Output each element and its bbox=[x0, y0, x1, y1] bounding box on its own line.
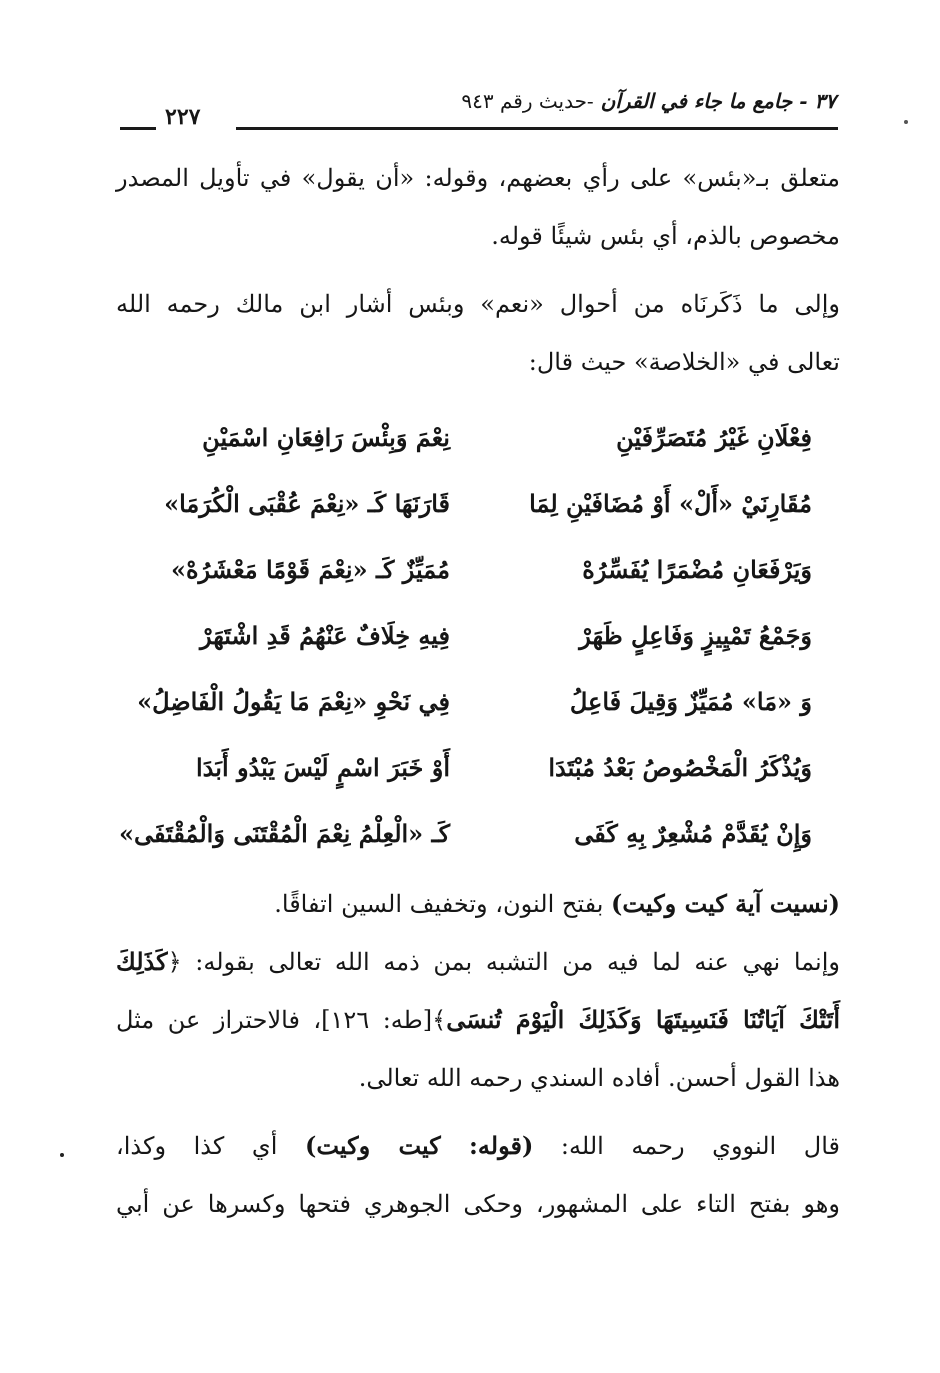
paragraph-2-line-2: تعالى في «الخلاصة» حيث قال: bbox=[528, 348, 840, 376]
verse-5-right: وَ «مَا» مُمَيِّزٌ وَقِيلَ فَاعِلُ bbox=[569, 687, 812, 716]
verse-6-left: أَوْ خَبَرَ اسْمٍ لَيْسَ يَبْدُو أَبَدَا bbox=[196, 753, 450, 782]
text-plain: قال النووي رحمه الله: bbox=[533, 1132, 841, 1160]
quran-quote: أَتَتْكَ آيَاتُنَا فَنَسِيتَهَا وَكَذَلِكَ الْيَوْمَ تُنسَى bbox=[446, 1005, 840, 1034]
paragraph-3-line-1 bbox=[116, 886, 840, 922]
hadith-number: -حديث رقم ٩٤٣ bbox=[461, 89, 594, 113]
verse-1-left: نِعْمَ وَبِئْسَ رَافِعَانِ اسْمَيْنِ bbox=[202, 423, 450, 452]
margin-dot bbox=[60, 1153, 64, 1157]
margin-mark bbox=[904, 120, 908, 124]
verse-4-left: فِيهِ خِلَافٌ عَنْهُمُ قَدِ اشْتَهَرْ bbox=[199, 621, 450, 650]
paragraph-1-line-2: مخصوص بالذم، أي بئس شيئًا قوله. bbox=[491, 222, 840, 250]
verse-7-left: كَـ «الْعِلْمُ نِعْمَ الْمُقْتَنَى وَالْمُقْتَفَى» bbox=[118, 819, 450, 848]
paragraph-4-line-2: وهو بفتح التاء على المشهور، وحكى الجوهري فتحها وكسرها عن أبي bbox=[116, 1190, 840, 1218]
paragraph-3-line-2 bbox=[116, 944, 840, 980]
running-header-title bbox=[461, 88, 836, 114]
header-rule bbox=[236, 127, 838, 130]
verse-2-left: قَارَنَهَا كَـ «نِعْمَ عُقْبَى الْكُرَمَا» bbox=[164, 489, 450, 518]
page-number-rule bbox=[120, 127, 156, 130]
quran-quote-start: كَذَلِكَ bbox=[116, 947, 168, 976]
paragraph-3-line-4: هذا القول أحسن. أفاده السندي رحمه الله تعالى. bbox=[358, 1064, 840, 1092]
verse-7-right: وَإِنْ يُقَدَّمْ مُشْعِرٌ بِهِ كَفَى bbox=[574, 819, 812, 848]
text-plain: أي كذا وكذا، bbox=[116, 1132, 305, 1160]
verse-2-right: مُقَارِنَيْ «أَلْ» أَوْ مُضَافَيْنِ لِمَا bbox=[529, 489, 812, 518]
lemma-bold: (نسيت آية كيت وكيت) bbox=[611, 889, 840, 918]
paragraph-3-line-3 bbox=[116, 1002, 840, 1038]
chapter-title: ٣٧ - جامع ما جاء في القرآن bbox=[600, 89, 836, 113]
paragraph-1-line-1: متعلق بـ«بئس» على رأي بعضهم، وقوله: «أن يقول» في تأويل المصدر bbox=[116, 164, 840, 192]
verse-3-left: مُمَيِّزٌ كَـ «نِعْمَ قَوْمًا مَعْشَرُهْ» bbox=[170, 555, 450, 584]
lemma-explanation: بفتح النون، وتخفيف السين اتفاقًا. bbox=[274, 890, 612, 918]
paragraph-2-line-1: وإلى ما ذَكَرنَاه من أحوال «نعم» وبئس أشار ابن مالك رحمه الله bbox=[116, 290, 840, 318]
lemma-bold: (قوله: كيت وكيت) bbox=[304, 1131, 534, 1160]
text-plain: وإنما نهي عنه لما فيه من التشبه بمن ذمه الله تعالى بقوله: ﴿ bbox=[167, 948, 840, 976]
paragraph-4-line-1 bbox=[116, 1128, 840, 1164]
verse-3-right: وَيَرْفَعَانِ مُضْمَرًا يُفَسِّرُهْ bbox=[582, 555, 812, 584]
text-plain: ﴾[طه: ١٢٦]، فالاحتراز عن مثل bbox=[116, 1006, 447, 1034]
verse-1-right: فِعْلَانِ غَيْرُ مُتَصَرِّفَيْنِ bbox=[616, 423, 812, 452]
verse-6-right: وَيُذْكَرُ الْمَخْصُوصُ بَعْدُ مُبْتَدَا bbox=[548, 753, 812, 782]
page-number: ٢٢٧ bbox=[165, 104, 201, 130]
verse-4-right: وَجَمْعُ تَمْيِيزٍ وَفَاعِلٍ ظَهَرْ bbox=[579, 621, 812, 650]
verse-5-left: فِي نَحْوِ «نِعْمَ مَا يَقُولُ الْفَاضِلُ» bbox=[137, 687, 450, 716]
